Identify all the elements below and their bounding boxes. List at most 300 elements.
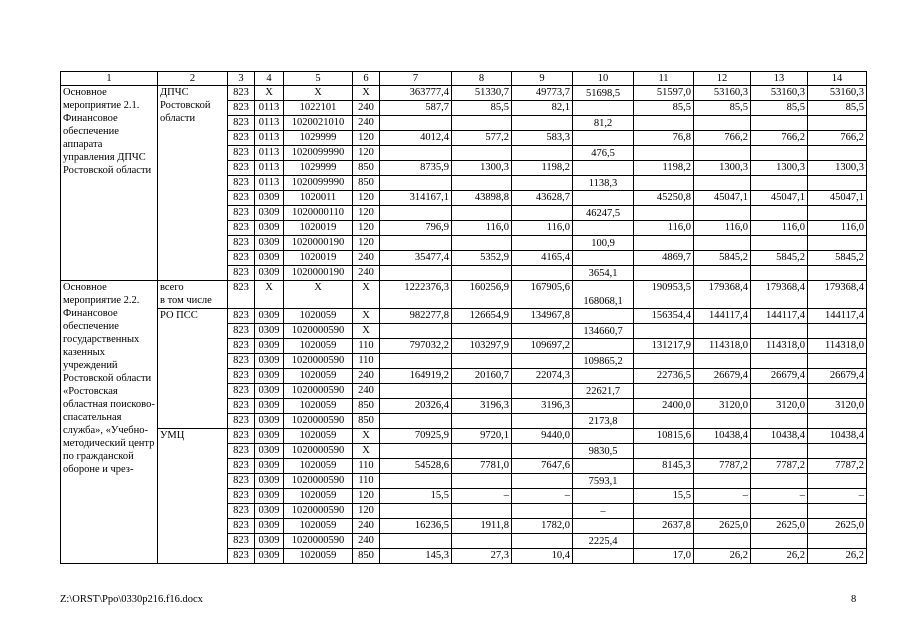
table-cell: 1020011 (284, 191, 353, 206)
table-cell: 1029999 (284, 131, 353, 146)
table-cell: 1020021010 (284, 116, 353, 131)
table-cell: 70925,9 (380, 429, 452, 444)
table-cell: 823 (228, 281, 255, 309)
table-cell: 164919,2 (380, 369, 452, 384)
table-cell (808, 354, 867, 369)
table-cell (512, 116, 573, 131)
table-cell: 1911,8 (452, 519, 512, 534)
table-cell (694, 414, 751, 429)
table-cell: 131217,9 (634, 339, 694, 354)
table-cell: 9440,0 (512, 429, 573, 444)
table-cell (634, 236, 694, 251)
table-cell: 823 (228, 309, 255, 324)
table-cell: 823 (228, 161, 255, 176)
table-cell: 53160,3 (694, 86, 751, 101)
column-number: 8 (452, 72, 512, 86)
table-cell: 0309 (255, 236, 284, 251)
table-cell (694, 384, 751, 399)
table-cell: 144117,4 (751, 309, 808, 324)
table-cell: 1020000590 (284, 414, 353, 429)
table-cell (751, 354, 808, 369)
table-cell: Х (353, 86, 380, 101)
total-label: всего (160, 282, 184, 293)
table-cell: 0309 (255, 309, 284, 324)
table-cell: 823 (228, 86, 255, 101)
table-cell: 0309 (255, 324, 284, 339)
table-cell: 1020059 (284, 519, 353, 534)
table-cell: 3120,0 (694, 399, 751, 414)
table-cell: 823 (228, 459, 255, 474)
table-cell (512, 354, 573, 369)
table-cell: 0309 (255, 399, 284, 414)
table-cell (634, 266, 694, 281)
budget-table (60, 71, 867, 564)
table-cell: 144117,4 (694, 309, 751, 324)
table-cell: 0309 (255, 504, 284, 519)
table-cell: 120 (353, 489, 380, 504)
table-cell: 766,2 (808, 131, 867, 146)
table-row (61, 429, 867, 444)
table-cell: Х (353, 324, 380, 339)
table-cell (573, 399, 634, 414)
table-cell (573, 459, 634, 474)
table-cell: 45250,8 (634, 191, 694, 206)
table-cell: Х (284, 281, 353, 309)
table-cell: 116,0 (694, 221, 751, 236)
table-cell (573, 429, 634, 444)
table-cell: 116,0 (452, 221, 512, 236)
table-cell (808, 206, 867, 221)
table-cell: 114318,0 (808, 339, 867, 354)
table-cell: 1222376,3 (380, 281, 452, 309)
table-cell: 116,0 (634, 221, 694, 236)
table-cell (380, 176, 452, 191)
table-cell: 1138,3 (573, 176, 634, 191)
table-cell: 476,5 (573, 146, 634, 161)
table-cell: 85,5 (634, 101, 694, 116)
table-cell (694, 236, 751, 251)
table-cell (452, 176, 512, 191)
table-cell (634, 206, 694, 221)
table-cell (808, 146, 867, 161)
table-cell (751, 236, 808, 251)
table-cell (380, 504, 452, 519)
table-cell (512, 474, 573, 489)
table-cell: 43898,8 (452, 191, 512, 206)
table-body (61, 72, 867, 564)
table-cell: 1020059 (284, 459, 353, 474)
table-cell: 823 (228, 191, 255, 206)
table-cell (694, 116, 751, 131)
table-cell: 145,3 (380, 549, 452, 564)
column-number: 9 (512, 72, 573, 86)
table-cell (452, 414, 512, 429)
table-cell (751, 266, 808, 281)
table-cell (573, 191, 634, 206)
table-cell: 1029999 (284, 161, 353, 176)
table-cell: 26679,4 (808, 369, 867, 384)
table-cell: Х (353, 281, 380, 309)
table-cell (573, 339, 634, 354)
table-cell (573, 251, 634, 266)
table-cell: 16236,5 (380, 519, 452, 534)
table-cell: 0309 (255, 414, 284, 429)
table-cell: 823 (228, 429, 255, 444)
table-cell: 167905,6 (512, 281, 573, 309)
table-cell: 45047,1 (808, 191, 867, 206)
table-cell: 240 (353, 116, 380, 131)
table-cell: 7593,1 (573, 474, 634, 489)
table-cell: Х (353, 444, 380, 459)
table-cell: 22621,7 (573, 384, 634, 399)
table-cell: 15,5 (634, 489, 694, 504)
table-cell (452, 474, 512, 489)
table-cell: 823 (228, 176, 255, 191)
table-cell: 116,0 (512, 221, 573, 236)
table-cell: Х (255, 281, 284, 309)
table-cell: 797032,2 (380, 339, 452, 354)
table-cell: 27,3 (452, 549, 512, 564)
table-cell (452, 236, 512, 251)
table-cell (512, 236, 573, 251)
table-cell: 0309 (255, 369, 284, 384)
table-cell: 120 (353, 221, 380, 236)
table-cell: 1020000590 (284, 324, 353, 339)
column-number: 5 (284, 72, 353, 86)
table-cell: 20160,7 (452, 369, 512, 384)
table-cell (751, 474, 808, 489)
table-cell: 0113 (255, 146, 284, 161)
table-cell: 8735,9 (380, 161, 452, 176)
table-cell: 577,2 (452, 131, 512, 146)
table-cell: 114318,0 (694, 339, 751, 354)
table-cell: 850 (353, 176, 380, 191)
table-cell: 2637,8 (634, 519, 694, 534)
table-cell (452, 324, 512, 339)
table-cell: 1300,3 (452, 161, 512, 176)
table-cell: 144117,4 (808, 309, 867, 324)
table-cell: 10815,6 (634, 429, 694, 444)
table-cell: 7787,2 (751, 459, 808, 474)
table-cell: 823 (228, 146, 255, 161)
table-cell (634, 534, 694, 549)
table-cell: 120 (353, 206, 380, 221)
table-cell: 1300,3 (808, 161, 867, 176)
table-cell (634, 504, 694, 519)
table-cell: 81,2 (573, 116, 634, 131)
table-cell: 823 (228, 384, 255, 399)
table-cell (694, 324, 751, 339)
table-cell: 823 (228, 504, 255, 519)
table-cell: 85,5 (452, 101, 512, 116)
table-cell (512, 206, 573, 221)
table-cell: 823 (228, 534, 255, 549)
table-cell (751, 414, 808, 429)
table-cell: 109865,2 (573, 354, 634, 369)
table-cell: 190953,5 (634, 281, 694, 309)
table-cell (751, 206, 808, 221)
table-cell: 0113 (255, 176, 284, 191)
table-cell: 120 (353, 146, 380, 161)
table-cell (452, 384, 512, 399)
column-number: 3 (228, 72, 255, 86)
total-label (158, 281, 228, 309)
table-cell: 110 (353, 459, 380, 474)
table-cell: 114318,0 (751, 339, 808, 354)
table-cell (380, 534, 452, 549)
table-cell: 82,1 (512, 101, 573, 116)
table-cell (573, 489, 634, 504)
table-cell: 850 (353, 161, 380, 176)
table-cell (694, 474, 751, 489)
table-cell: 240 (353, 369, 380, 384)
table-cell: 1020000190 (284, 266, 353, 281)
table-cell: 1020059 (284, 339, 353, 354)
measure-description: Основное мероприятие 2.1. Финансовое обеспечение аппарата управления ДПЧС Ростовской области (61, 86, 158, 281)
table-cell (751, 444, 808, 459)
column-number: 1 (61, 72, 158, 86)
table-cell: 8145,3 (634, 459, 694, 474)
table-cell: 3196,3 (512, 399, 573, 414)
table-cell: – (808, 489, 867, 504)
table-cell: 43628,7 (512, 191, 573, 206)
column-number: 11 (634, 72, 694, 86)
table-cell: 116,0 (751, 221, 808, 236)
table-cell (573, 221, 634, 236)
table-cell (808, 504, 867, 519)
table-cell (694, 444, 751, 459)
table-cell: 240 (353, 101, 380, 116)
table-cell: 179368,4 (751, 281, 808, 309)
table-cell: 7787,2 (694, 459, 751, 474)
table-cell: 103297,9 (452, 339, 512, 354)
table-cell: 823 (228, 549, 255, 564)
table-cell (380, 266, 452, 281)
table-cell: 10,4 (512, 549, 573, 564)
table-cell (808, 534, 867, 549)
table-cell: 3196,3 (452, 399, 512, 414)
table-cell (808, 384, 867, 399)
table-cell: 823 (228, 266, 255, 281)
table-cell (452, 354, 512, 369)
table-cell: 766,2 (751, 131, 808, 146)
table-cell: 85,5 (808, 101, 867, 116)
table-cell: – (452, 489, 512, 504)
table-cell (751, 384, 808, 399)
table-cell: 1020059 (284, 489, 353, 504)
table-cell: 1300,3 (751, 161, 808, 176)
table-cell: 1020019 (284, 251, 353, 266)
table-cell: 850 (353, 414, 380, 429)
table-cell (512, 384, 573, 399)
table-cell: 1020059 (284, 549, 353, 564)
table-cell: 168068,1 (573, 281, 634, 309)
table-cell: 2625,0 (751, 519, 808, 534)
table-cell: 1020099990 (284, 146, 353, 161)
table-cell: 363777,4 (380, 86, 452, 101)
table-cell: 17,0 (634, 549, 694, 564)
column-number: 13 (751, 72, 808, 86)
table-cell: 5845,2 (808, 251, 867, 266)
table-cell: 26679,4 (694, 369, 751, 384)
table-cell: 0113 (255, 101, 284, 116)
table-cell (694, 176, 751, 191)
table-cell (751, 324, 808, 339)
table-cell (694, 354, 751, 369)
table-cell: 2625,0 (808, 519, 867, 534)
table-cell (808, 236, 867, 251)
table-cell: 0309 (255, 251, 284, 266)
table-cell: 5845,2 (694, 251, 751, 266)
table-cell: 22074,3 (512, 369, 573, 384)
table-cell: 26,2 (751, 549, 808, 564)
table-cell: 823 (228, 399, 255, 414)
table-cell: 134967,8 (512, 309, 573, 324)
table-cell: 1020000590 (284, 384, 353, 399)
table-cell: 0113 (255, 131, 284, 146)
table-cell: 3654,1 (573, 266, 634, 281)
table-cell (694, 534, 751, 549)
table-cell: 823 (228, 444, 255, 459)
table-cell: 9720,1 (452, 429, 512, 444)
table-cell: 240 (353, 519, 380, 534)
table-cell: 1020059 (284, 369, 353, 384)
table-cell: Х (353, 309, 380, 324)
table-cell: 45047,1 (694, 191, 751, 206)
table-cell: 1020019 (284, 221, 353, 236)
table-cell: 0309 (255, 339, 284, 354)
table-cell: 823 (228, 339, 255, 354)
table-cell (380, 206, 452, 221)
table-cell: 823 (228, 369, 255, 384)
table-cell: 766,2 (694, 131, 751, 146)
table-cell: 823 (228, 236, 255, 251)
table-cell: 1020000190 (284, 236, 353, 251)
table-cell: 109697,2 (512, 339, 573, 354)
table-cell: 120 (353, 191, 380, 206)
table-cell: 5845,2 (751, 251, 808, 266)
table-cell (751, 504, 808, 519)
table-cell (380, 474, 452, 489)
table-cell: 179368,4 (808, 281, 867, 309)
table-cell: 0113 (255, 161, 284, 176)
table-cell (512, 266, 573, 281)
column-number: 10 (573, 72, 634, 86)
table-cell: 0309 (255, 549, 284, 564)
table-cell: 116,0 (808, 221, 867, 236)
table-cell: – (694, 489, 751, 504)
table-cell: 823 (228, 519, 255, 534)
table-cell (512, 146, 573, 161)
table-cell (808, 474, 867, 489)
table-cell: 982277,8 (380, 309, 452, 324)
table-cell: 823 (228, 251, 255, 266)
table-cell (380, 236, 452, 251)
executor-ro-pss: РО ПСС (158, 309, 228, 429)
table-cell (634, 146, 694, 161)
table-cell (452, 266, 512, 281)
table-cell: 240 (353, 534, 380, 549)
table-cell (452, 534, 512, 549)
table-cell (694, 266, 751, 281)
table-cell: 1020000110 (284, 206, 353, 221)
table-cell: 823 (228, 116, 255, 131)
table-cell (751, 146, 808, 161)
table-cell: 1020000590 (284, 534, 353, 549)
table-cell: 1020000590 (284, 354, 353, 369)
table-cell: 0309 (255, 191, 284, 206)
table-cell: 51330,7 (452, 86, 512, 101)
measure-description: Основное мероприятие 2.2. Финансовое обеспечение государственных казенных учреждений Ростовской области «Ростовская областная поисково-спасательная служба», «Учебно-методический центр по гражданской обороне и чрез- (61, 281, 158, 564)
table-cell: 1020059 (284, 429, 353, 444)
table-cell (452, 116, 512, 131)
table-cell: 587,7 (380, 101, 452, 116)
table-cell (380, 444, 452, 459)
table-cell (452, 504, 512, 519)
table-cell: 1020000590 (284, 474, 353, 489)
table-cell (452, 206, 512, 221)
table-cell: 2400,0 (634, 399, 694, 414)
table-cell: 823 (228, 221, 255, 236)
table-cell: 7647,6 (512, 459, 573, 474)
table-cell (380, 384, 452, 399)
table-row (61, 86, 867, 101)
table-cell: 823 (228, 474, 255, 489)
table-cell: 156354,4 (634, 309, 694, 324)
table-cell: – (512, 489, 573, 504)
footer-file-path: Z:\ORST\Ppo\0330p216.f16.docx (60, 594, 203, 605)
table-cell: – (573, 504, 634, 519)
table-cell (808, 266, 867, 281)
table-cell (573, 131, 634, 146)
table-cell: 1022101 (284, 101, 353, 116)
table-cell: 0309 (255, 206, 284, 221)
table-cell: 2225,4 (573, 534, 634, 549)
table-cell: 76,8 (634, 131, 694, 146)
table-cell: 179368,4 (694, 281, 751, 309)
table-cell: 126654,9 (452, 309, 512, 324)
table-cell (634, 176, 694, 191)
table-cell: 0309 (255, 266, 284, 281)
table-cell: 26679,4 (751, 369, 808, 384)
table-cell: 51597,0 (634, 86, 694, 101)
table-cell: 110 (353, 339, 380, 354)
table-cell: 54528,6 (380, 459, 452, 474)
table-cell: 1198,2 (634, 161, 694, 176)
table-row (61, 281, 867, 309)
table-cell (634, 116, 694, 131)
table-cell: 4165,4 (512, 251, 573, 266)
table-cell: 35477,4 (380, 251, 452, 266)
table-cell: 1020059 (284, 399, 353, 414)
table-cell (808, 444, 867, 459)
executor-umc: УМЦ (158, 429, 228, 564)
table-cell: 823 (228, 324, 255, 339)
table-cell: 0309 (255, 474, 284, 489)
table-cell (512, 414, 573, 429)
table-cell: 823 (228, 206, 255, 221)
table-cell (573, 101, 634, 116)
table-cell (634, 324, 694, 339)
table-cell: 1782,0 (512, 519, 573, 534)
table-cell: 240 (353, 266, 380, 281)
table-cell (380, 146, 452, 161)
table-cell: 110 (353, 474, 380, 489)
table-cell (512, 504, 573, 519)
header-row (61, 72, 867, 86)
table-cell (512, 176, 573, 191)
table-cell: 0309 (255, 459, 284, 474)
